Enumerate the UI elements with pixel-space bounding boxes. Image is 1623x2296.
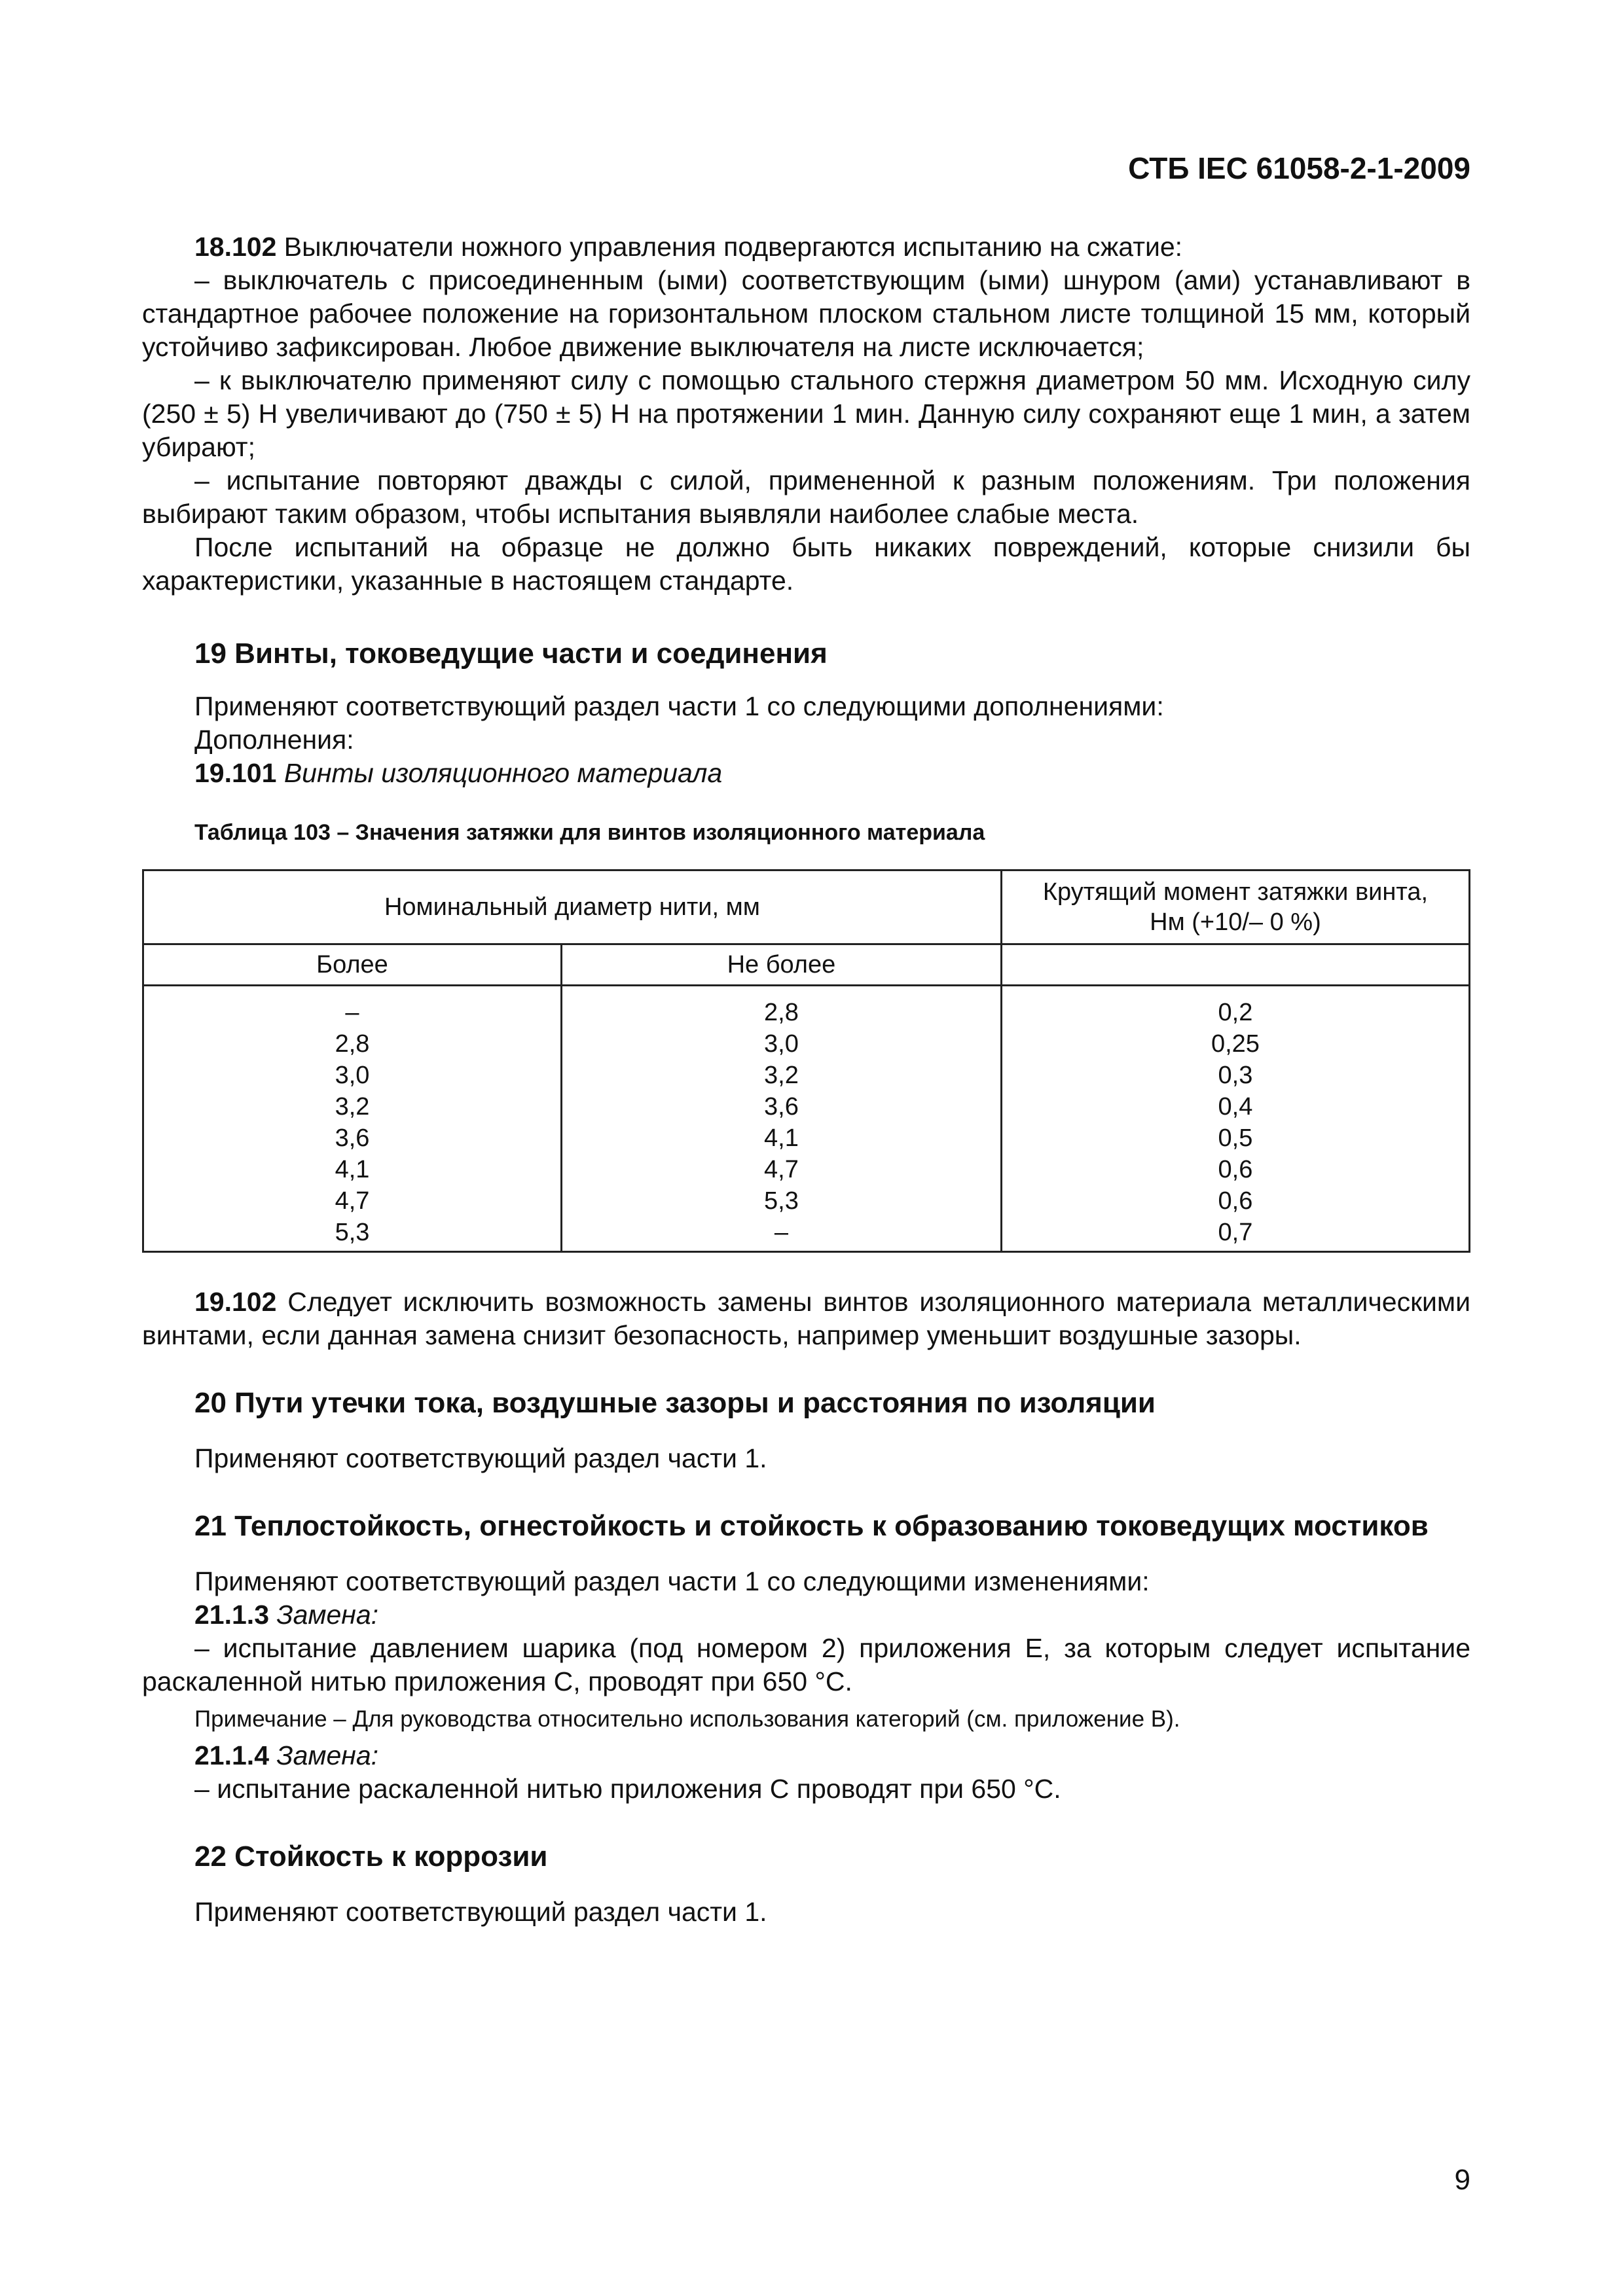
header-torque: Крутящий момент затяжки винта, Нм (+10/– 0 %)	[1001, 870, 1469, 944]
clause-number: 18.102	[194, 232, 277, 262]
section-20-heading: 20 Пути утечки тока, воздушные зазоры и расстояния по изоляции	[194, 1387, 1156, 1419]
column-over-values: – 2,8 3,0 3,2 3,6 4,1 4,7 5,3	[143, 986, 562, 1252]
clause-title: Винты изоляционного материала	[283, 758, 723, 788]
header-diameter: Номинальный диаметр нити, мм	[143, 870, 1002, 944]
column-torque-values: 0,2 0,25 0,3 0,4 0,5 0,6 0,6 0,7	[1001, 986, 1469, 1252]
table-caption: Таблица 103 – Значения затяжки для винтов изоляционного материала	[194, 820, 985, 845]
clause-18-102-item-1: – выключатель с присоединенным (ыми) соответствующим (ыми) шнуром (ами) устанавливают в стандартное рабочее положение на горизонтальном плоском стальном листе толщиной 15 мм, который устойчиво зафиксирован. Любое движение выключателя на листе исключается;	[142, 265, 1470, 362]
subheader-over: Более	[143, 944, 562, 986]
clause-21-1-3	[142, 1598, 1470, 1632]
section-21-heading: 21 Теплостойкость, огнестойкость и стойкость к образованию токоведущих мостиков	[194, 1510, 1429, 1542]
subheader-empty	[1001, 944, 1469, 986]
clause-19-102	[142, 1285, 1470, 1352]
clause-19-101	[142, 757, 1470, 790]
clause-18-102-intro	[142, 230, 1470, 264]
page-number: 9	[1454, 2164, 1470, 2196]
section-19-heading: 19 Винты, токоведущие части и соединения	[194, 637, 828, 670]
clause-number: 21.1.3	[194, 1600, 269, 1630]
clause-18-102-item-2: – к выключателю применяют силу с помощью стального стержня диаметром 50 мм. Исходную силу (250 ± 5) Н увеличивают до (750 ± 5) Н на протяжении 1 мин. Данную силу сохраняют еще 1 мин, а затем убирают;	[142, 365, 1470, 462]
subheader-not-over: Не более	[561, 944, 1001, 986]
clause-label: Замена:	[276, 1740, 379, 1770]
clause-number: 21.1.4	[194, 1740, 269, 1770]
note: Примечание – Для руководства относительно использования категорий (см. приложение В).	[194, 1706, 1180, 1732]
table-data-row	[143, 986, 1470, 1252]
column-not-over-values: 2,8 3,0 3,2 3,6 4,1 4,7 5,3 –	[561, 986, 1001, 1252]
clause-text: Следует исключить возможность замены винтов изоляционного материала металлическими винтами, если данная замена снизит безопасность, например уменьшит воздушные зазоры.	[142, 1287, 1470, 1350]
section-19-additions: Дополнения:	[194, 725, 354, 755]
clause-number: 19.102	[194, 1287, 277, 1317]
clause-label: Замена:	[276, 1600, 379, 1630]
table-subheader-row	[143, 944, 1470, 986]
page-content	[142, 230, 1470, 1929]
document-code: СТБ IEC 61058-2-1-2009	[1128, 151, 1470, 185]
table-header-row	[143, 870, 1470, 944]
clause-number: 19.101	[194, 758, 277, 788]
clause-18-102-conclusion: После испытаний на образце не должно быть никаких повреждений, которые снизили бы характеристики, указанные в настоящем стандарте.	[142, 532, 1470, 596]
clause-21-1-4-text: – испытание раскаленной нитью приложения С проводят при 650 °С.	[194, 1774, 1061, 1804]
section-21-intro: Применяют соответствующий раздел части 1 со следующими изменениями:	[194, 1566, 1150, 1596]
section-20-text: Применяют соответствующий раздел части 1.	[194, 1443, 767, 1473]
clause-21-1-3-text: – испытание давлением шарика (под номером 2) приложения Е, за которым следует испытание раскаленной нитью приложения С, проводят при 650 °С.	[142, 1633, 1470, 1696]
section-22-text: Применяют соответствующий раздел части 1.	[194, 1897, 767, 1927]
clause-21-1-4	[142, 1739, 1470, 1772]
torque-table	[142, 869, 1470, 1253]
clause-18-102-item-3: – испытание повторяют дважды с силой, примененной к разным положениям. Три положения выбирают таким образом, чтобы испытания выявляли наиболее слабые места.	[142, 465, 1470, 529]
section-22-heading: 22 Стойкость к коррозии	[194, 1840, 548, 1873]
clause-text: Выключатели ножного управления подвергаются испытанию на сжатие:	[276, 232, 1183, 262]
section-19-intro: Применяют соответствующий раздел части 1 со следующими дополнениями:	[194, 691, 1164, 721]
